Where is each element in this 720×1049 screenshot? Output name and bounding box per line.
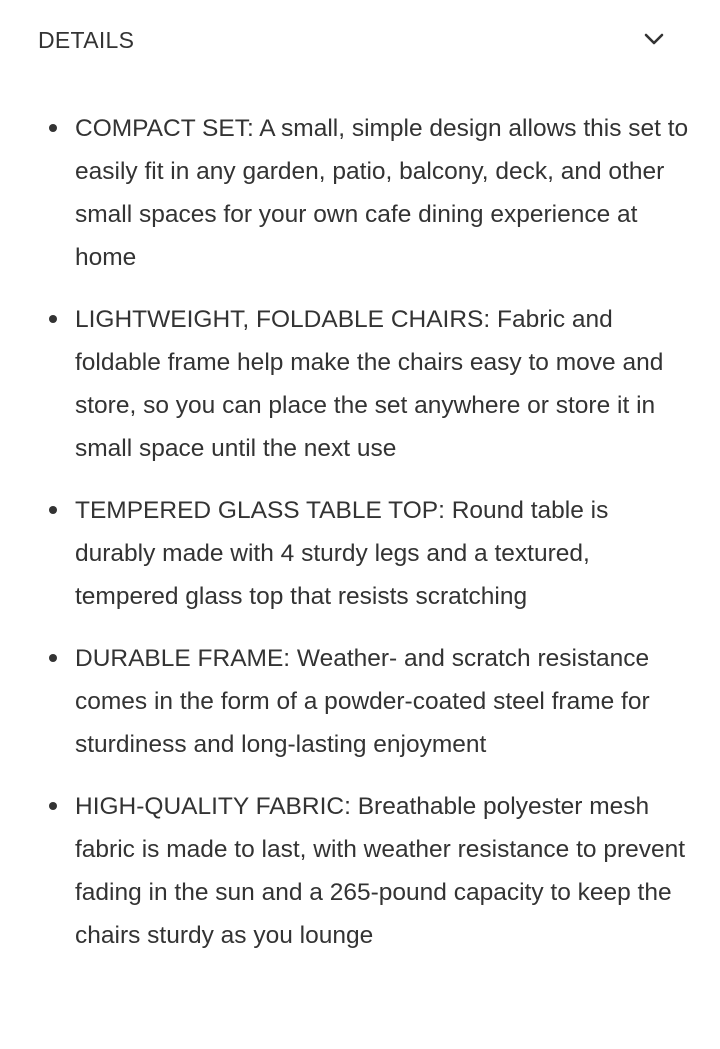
- list-item: [0, 785, 720, 957]
- details-title: DETAILS: [38, 27, 135, 53]
- bullet-dot: [49, 654, 57, 662]
- chevron-down-icon[interactable]: [640, 25, 668, 53]
- bullet-text: COMPACT SET: A small, simple design allows this set to easily fit in any garden, patio, balcony, deck, and other small spaces for your own cafe dining experience at home: [75, 115, 689, 271]
- bullet-dot: [49, 124, 57, 132]
- bullet-text: HIGH-QUALITY FABRIC: Breathable polyester mesh fabric is made to last, with weather resistance to prevent fading in the sun and a 265-pound capacity to keep the chairs sturdy as you lounge: [75, 793, 686, 949]
- bullet-dot: [49, 315, 57, 323]
- list-item: [0, 107, 720, 279]
- details-bullet-list: [0, 107, 720, 976]
- bullet-text: TEMPERED GLASS TABLE TOP: Round table is durably made with 4 sturdy legs and a textured, tempered glass top that resists scratching: [75, 497, 609, 610]
- bullet-text: DURABLE FRAME: Weather- and scratch resistance comes in the form of a powder-coated steel frame for sturdiness and long-lasting enjoyment: [75, 645, 650, 758]
- list-item: [0, 298, 720, 470]
- bullet-text: LIGHTWEIGHT, FOLDABLE CHAIRS: Fabric and foldable frame help make the chairs easy to move and store, so you can place the set anywhere or store it in small space until the next use: [75, 306, 664, 462]
- list-item: [0, 637, 720, 766]
- bullet-dot: [49, 506, 57, 514]
- details-accordion-header[interactable]: [0, 0, 720, 82]
- bullet-dot: [49, 802, 57, 810]
- list-item: [0, 489, 720, 618]
